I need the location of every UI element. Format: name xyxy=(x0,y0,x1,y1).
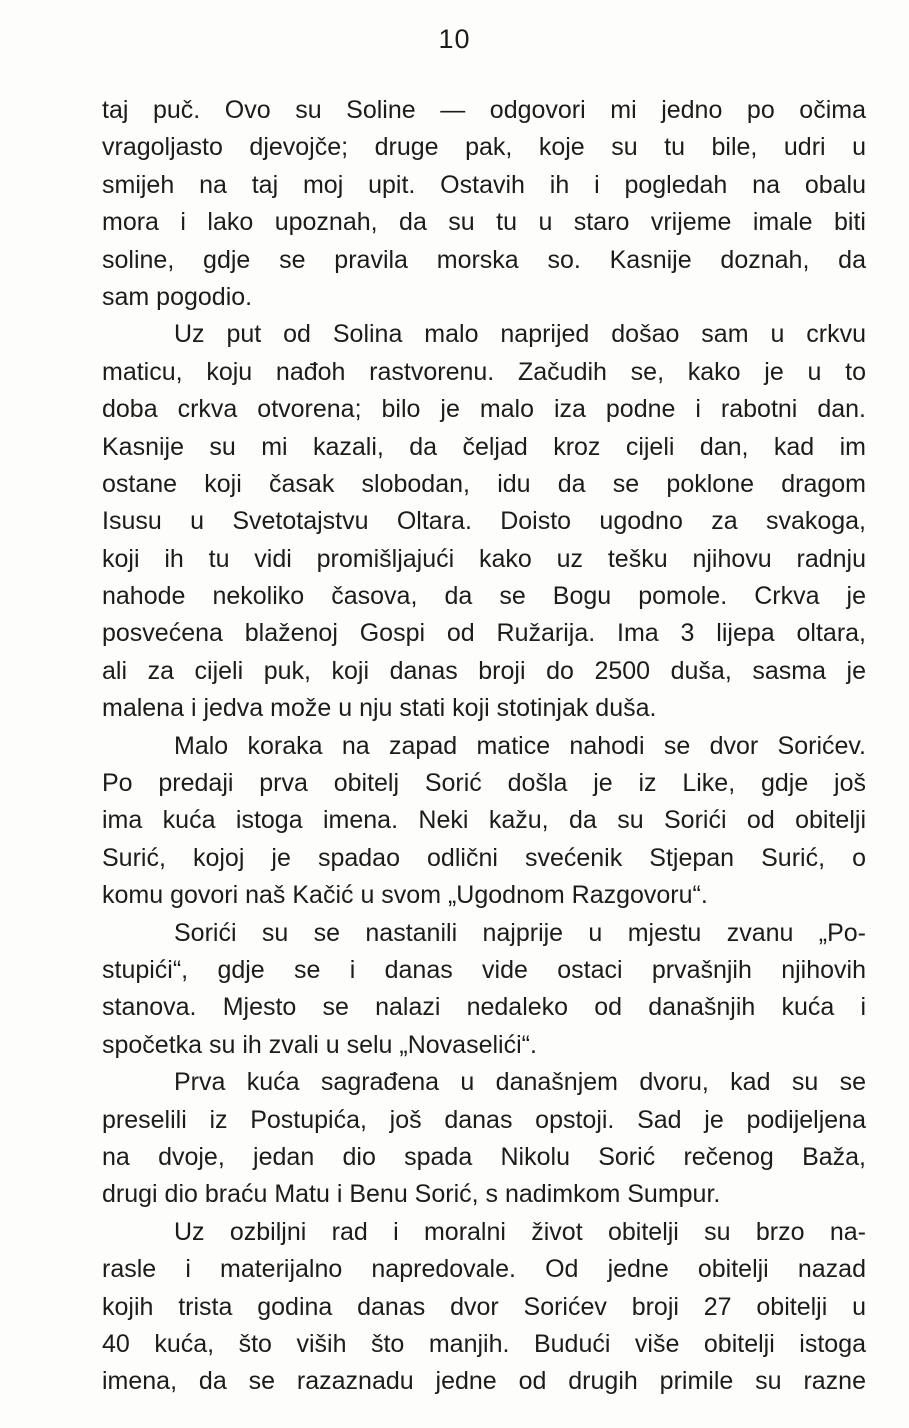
text-line: Isusu u Svetotajstvu Oltara. Doisto ugodno za svakoga, xyxy=(102,507,866,536)
text-line: stanova. Mjesto se nalazi nedaleko od današnjih kuća i xyxy=(102,993,866,1022)
text-line: 40 kuća, što viših što manjih. Budući više obitelji istoga xyxy=(102,1329,866,1358)
text-line: koji ih tu vidi promišljajući kako uz tešku njihovu radnju xyxy=(102,544,866,573)
text-line: na dvoje, jedan dio spada Nikolu Sorić rečenog Baža, xyxy=(102,1142,866,1171)
text-line: ali za cijeli puk, koji danas broji do 2500 duša, sasma je xyxy=(102,656,866,685)
text-line: Malo koraka na zapad matice nahodi se dvor Sorićev. xyxy=(174,731,866,760)
text-body xyxy=(102,92,866,1401)
text-line: maticu, koju nađoh rastvorenu. Začudih se, kako je u to xyxy=(102,357,866,386)
text-line: smijeh na taj moj upit. Ostavih ih i pogledah na obalu xyxy=(102,170,866,199)
text-line: spočetka su ih zvali u selu „Novaselići“. xyxy=(102,1030,537,1059)
text-line: posvećena blaženoj Gospi od Ružarija. Ima 3 lijepa oltara, xyxy=(102,619,866,648)
text-line: imena, da se razaznadu jedne od drugih primile su razne xyxy=(102,1367,866,1396)
text-line: mora i lako upoznah, da su tu u staro vrijeme imale biti xyxy=(102,208,866,237)
text-line: nahode nekoliko časova, da se Bogu pomole. Crkva je xyxy=(102,582,866,611)
text-line: Sorići su se nastanili najprije u mjestu zvanu „Po- xyxy=(174,918,866,947)
text-line: ostane koji časak slobodan, idu da se poklone dragom xyxy=(102,469,866,498)
paragraph-crkva-matica xyxy=(102,316,866,727)
text-line: sam pogodio. xyxy=(102,282,253,311)
text-line: komu govori naš Kačić u svom „Ugodnom Razgovoru“. xyxy=(102,881,708,910)
text-line: vragoljasto djevojče; druge pak, koje su tu bile, udri u xyxy=(102,133,866,162)
page-number: 10 xyxy=(438,24,471,54)
paragraph-soline xyxy=(102,92,866,316)
paragraph-obitelji xyxy=(102,1214,866,1401)
text-line: stupići“, gdje se i danas vide ostaci prvašnjih njihovih xyxy=(102,955,866,984)
text-line: drugi dio braću Matu i Benu Sorić, s nadimkom Sumpur. xyxy=(102,1180,721,1209)
text-line: Uz ozbiljni rad i moralni život obitelji su brzo na- xyxy=(174,1217,866,1246)
text-line: taj puč. Ovo su Soline — odgovori mi jedno po očima xyxy=(102,96,866,124)
text-line: Po predaji prva obitelj Sorić došla je iz Like, gdje još xyxy=(102,769,866,798)
text-line: malena i jedva može u nju stati koji stotinjak duša. xyxy=(102,694,657,723)
text-line: kojih trista godina danas dvor Sorićev broji 27 obitelji u xyxy=(102,1292,866,1321)
text-line: Uz put od Solina malo naprijed došao sam u crkvu xyxy=(174,320,866,349)
text-line: ima kuća istoga imena. Neki kažu, da su Sorići od obitelji xyxy=(102,806,866,835)
text-line: rasle i materijalno napredovale. Od jedne obitelji nazad xyxy=(102,1255,866,1284)
text-line: Kasnije su mi kazali, da čeljad kroz cijeli dan, kad im xyxy=(102,432,866,461)
text-line: soline, gdje se pravila morska so. Kasnije doznah, da xyxy=(102,245,866,274)
text-line: doba crkva otvorena; bilo je malo iza podne i rabotni dan. xyxy=(102,395,866,424)
text-line: Prva kuća sagrađena u današnjem dvoru, kad su se xyxy=(174,1068,866,1097)
text-line: preselili iz Postupića, još danas opstoji. Sad je podijeljena xyxy=(102,1105,866,1134)
text-line: Surić, kojoj je spadao odlični svećenik Stjepan Surić, o xyxy=(102,843,866,872)
paragraph-prva-kuca xyxy=(102,1064,866,1214)
paragraph-dvor-soricev xyxy=(102,728,866,915)
paragraph-postupici xyxy=(102,915,866,1065)
